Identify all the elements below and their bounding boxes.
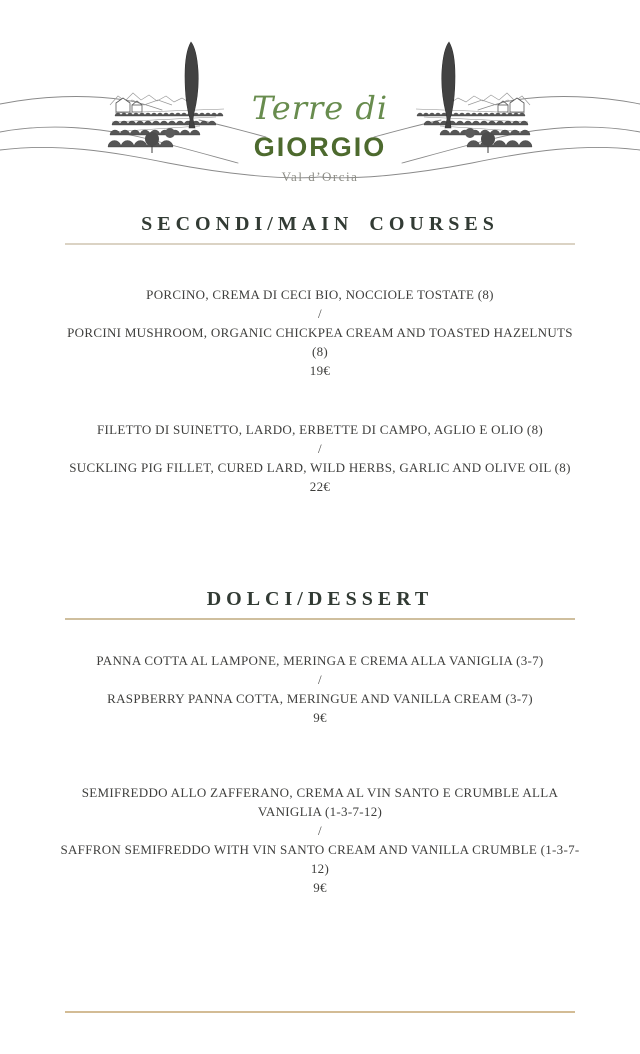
menu-item-semifreddo xyxy=(60,783,580,897)
section-divider-dolci xyxy=(65,618,575,620)
menu-item-price: 22€ xyxy=(309,479,331,494)
menu-item-language-separator: / xyxy=(318,306,322,321)
menu-item-name-italian: SEMIFREDDO ALLO ZAFFERANO, CREMA AL VIN SANTO E CRUMBLE ALLA VANIGLIA (1-3-7-12) xyxy=(81,785,559,819)
menu-item-name-english: RASPBERRY PANNA COTTA, MERINGUE AND VANILLA CREAM (3-7) xyxy=(107,691,533,706)
menu-item-name-italian: PORCINO, CREMA DI CECI BIO, NOCCIOLE TOSTATE (8) xyxy=(146,287,494,302)
menu-item-name-italian: FILETTO DI SUINETTO, LARDO, ERBETTE DI CAMPO, AGLIO E OLIO (8) xyxy=(97,422,543,437)
brand-main-title: GIORGIO xyxy=(253,132,387,162)
menu-item-name-italian: PANNA COTTA AL LAMPONE, MERINGA E CREMA ALLA VANIGLIA (3-7) xyxy=(96,653,544,668)
menu-item-price: 19€ xyxy=(309,363,331,378)
section-divider-secondi xyxy=(65,243,575,245)
menu-item-language-separator: / xyxy=(318,441,322,456)
menu-item-price: 9€ xyxy=(313,880,327,895)
menu-item-name-english: SUCKLING PIG FILLET, CURED LARD, WILD HERBS, GARLIC AND OLIVE OIL (8) xyxy=(69,460,571,475)
menu-item-panna-cotta xyxy=(60,651,580,727)
section-heading-dolci: DOLCI/DESSERT xyxy=(206,588,434,610)
menu-item-language-separator: / xyxy=(318,823,322,838)
footer-divider xyxy=(65,1011,575,1013)
menu-item-filetto-di-suinetto xyxy=(60,420,580,496)
menu-item-price: 9€ xyxy=(313,710,327,725)
menu-item-language-separator: / xyxy=(318,672,322,687)
menu-item-name-english: PORCINI MUSHROOM, ORGANIC CHICKPEA CREAM AND TOASTED HAZELNUTS (8) xyxy=(67,325,573,359)
menu-item-porcino xyxy=(60,285,580,380)
brand-subtitle: Val d’Orcia xyxy=(281,169,359,184)
brand-script-title: Terre di xyxy=(251,89,389,127)
section-heading-secondi: SECONDI/MAIN COURSES xyxy=(141,213,499,235)
menu-item-name-english: SAFFRON SEMIFREDDO WITH VIN SANTO CREAM AND VANILLA CRUMBLE (1-3-7-12) xyxy=(60,842,580,876)
